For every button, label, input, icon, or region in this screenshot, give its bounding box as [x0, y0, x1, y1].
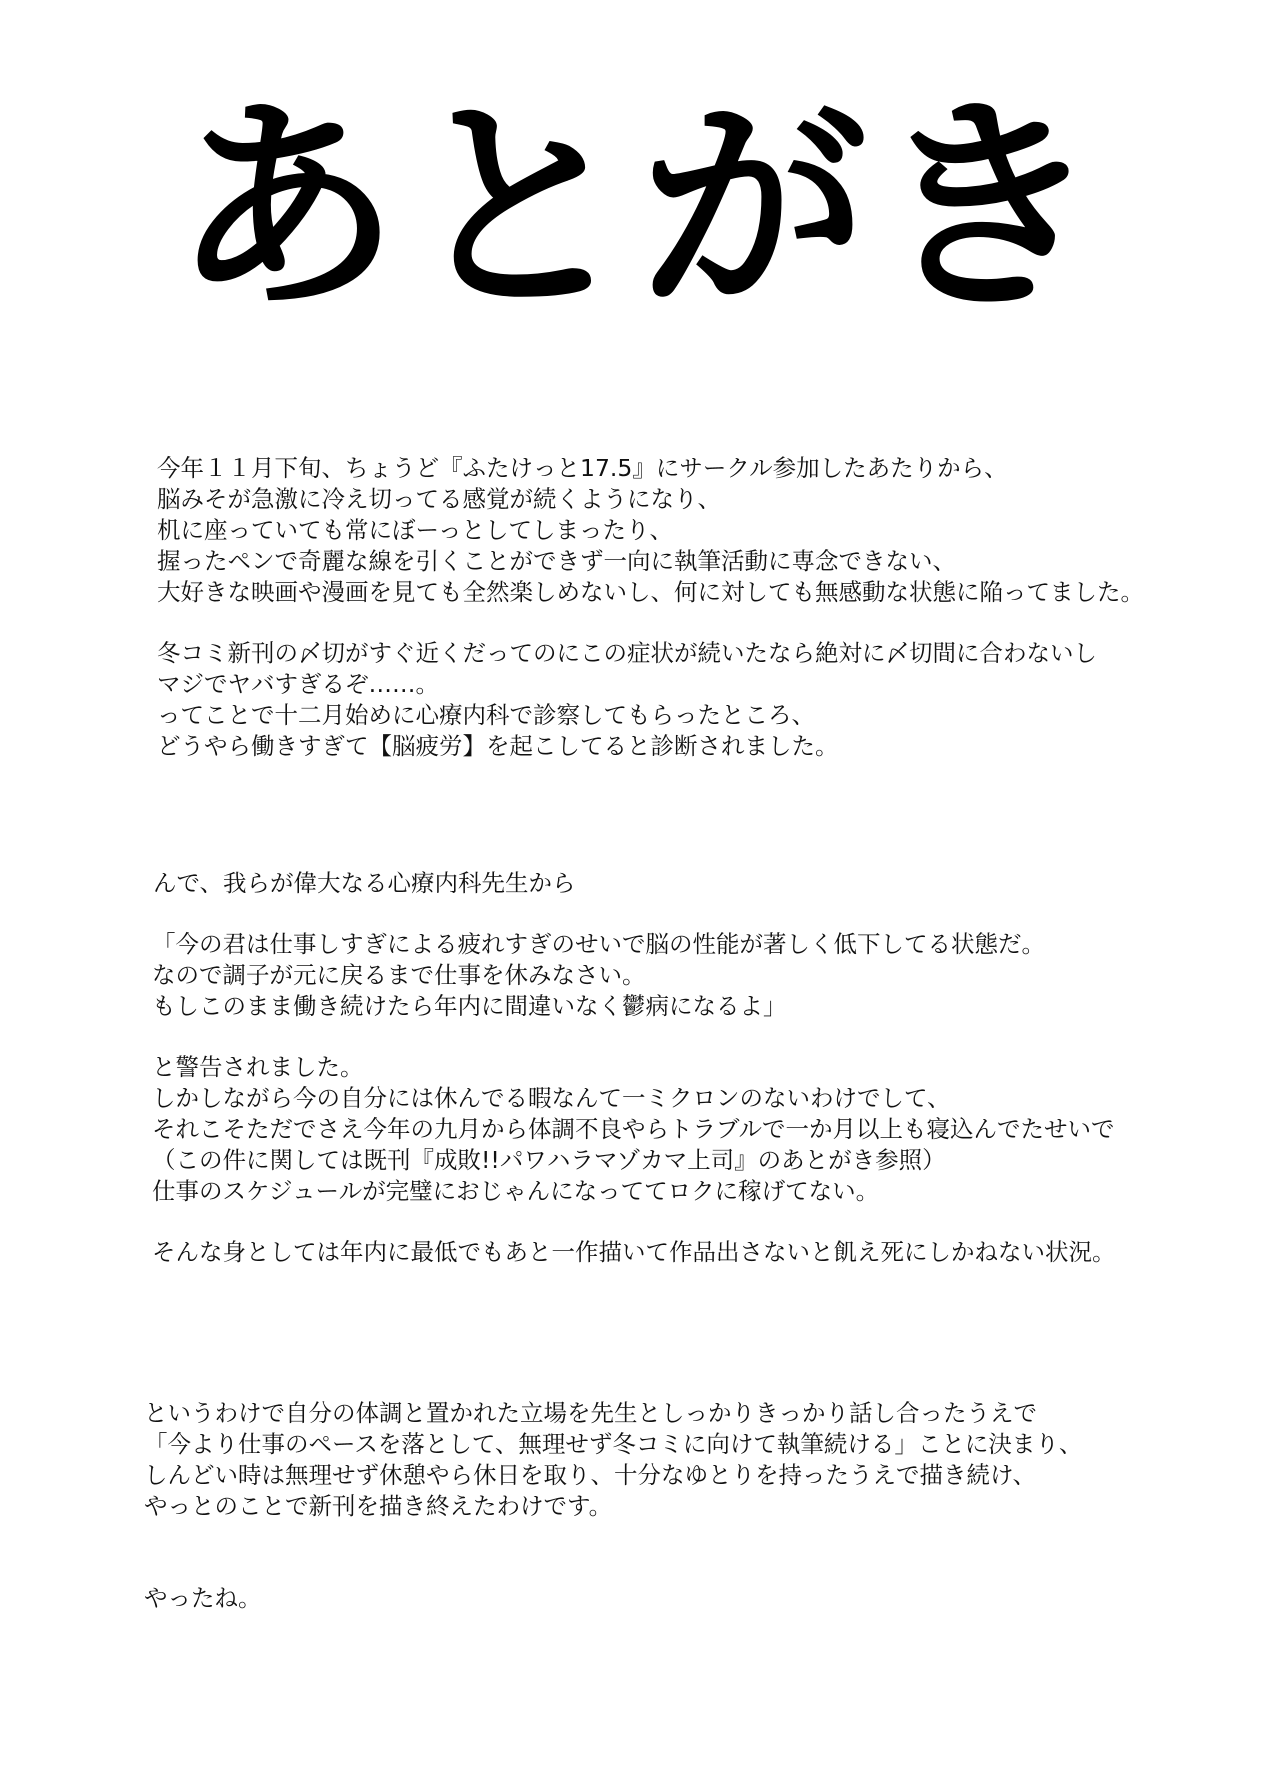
- text-line: なので調子が元に戻るまで仕事を休みなさい。: [152, 961, 646, 989]
- paragraph-7: [144, 1398, 1082, 1522]
- paragraph-6: [152, 1237, 1116, 1268]
- page-title: あとがき: [172, 75, 1108, 341]
- text-line: それこそただでさえ今年の九月から体調不良やらトラブルで一か月以上も寝込んでたせいで: [152, 1115, 1115, 1143]
- text-line: マジでヤバすぎるぞ……。: [157, 670, 439, 698]
- paragraph-8: [144, 1583, 262, 1614]
- text-line: と警告されました。: [152, 1053, 364, 1081]
- text-line: しんどい時は無理せず休憩やら休日を取り、十分なゆとりを持ったうえで描き続け、: [144, 1461, 1037, 1489]
- text-line: 机に座っていても常にぼーっとしてしまったり、: [157, 516, 674, 544]
- text-line: （この件に関しては既刊『成敗!!パワハラマゾカマ上司』のあとがき参照）: [152, 1146, 946, 1174]
- text-line: 仕事のスケジュールが完璧におじゃんになっててロクに稼げてない。: [152, 1177, 880, 1205]
- text-line: どうやら働きすぎて【脳疲労】を起こしてると診断されました。: [157, 732, 839, 760]
- text-line: 「今より仕事のペースを落として、無理せず冬コミに向けて執筆続ける」ことに決まり、: [144, 1430, 1083, 1458]
- text-line: んで、我らが偉大なる心療内科先生から: [153, 869, 576, 897]
- text-line: ってことで十二月始めに心療内科で診察してもらったところ、: [157, 701, 815, 729]
- text-line: もしこのまま働き続けたら年内に間違いなく鬱病になるよ」: [152, 992, 787, 1020]
- paragraph-1: [157, 453, 1144, 608]
- text-line: 脳みそが急激に冷え切ってる感覚が続くようになり、: [157, 485, 721, 513]
- text-line: しかしながら今の自分には休んでる暇なんて一ミクロンのないわけでして、: [152, 1084, 951, 1112]
- text-line: 今年１１月下旬、ちょうど『ふたけっと17.5』にサークル参加したあたりから、: [157, 454, 1008, 482]
- paragraph-5: [152, 1052, 1115, 1207]
- paragraph-2: [157, 638, 1097, 762]
- text-line: というわけで自分の体調と置かれた立場を先生としっかりきっかり話し合ったうえで: [144, 1399, 1037, 1427]
- text-line: 「今の君は仕事しすぎによる疲れすぎのせいで脳の性能が著しく低下してる状態だ。: [152, 930, 1045, 958]
- text-line: やったね。: [144, 1584, 262, 1612]
- paragraph-4-quote: [152, 929, 1045, 1022]
- text-line: 冬コミ新刊の〆切がすぐ近くだってのにこの症状が続いたなら絶対に〆切間に合わないし: [157, 639, 1097, 667]
- paragraph-3: [153, 868, 576, 899]
- text-line: やっとのことで新刊を描き終えたわけです。: [144, 1492, 613, 1520]
- text-line: 大好きな映画や漫画を見ても全然楽しめないし、何に対しても無感動な状態に陥ってました。: [157, 578, 1144, 606]
- text-line: そんな身としては年内に最低でもあと一作描いて作品出さないと飢え死にしかねない状況。: [152, 1238, 1116, 1266]
- text-line: 握ったペンで奇麗な線を引くことができず一向に執筆活動に専念できない、: [157, 547, 956, 575]
